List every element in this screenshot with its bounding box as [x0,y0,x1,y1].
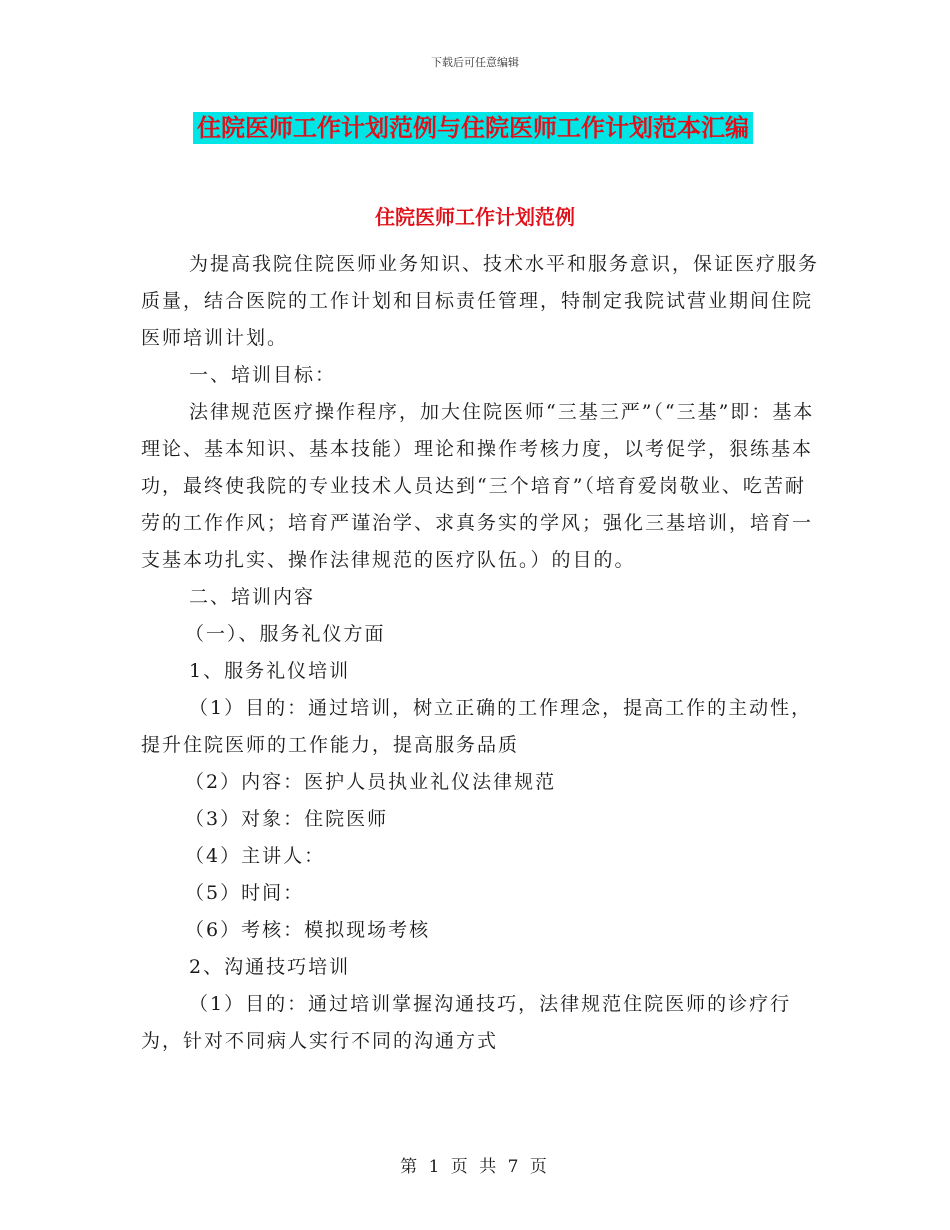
item-purpose: （1）目的：通过培训，树立正确的工作理念，提高工作的主动性，提升住院医师的工作能力，提高服务品质 [141,697,813,756]
item-etiquette-training: 1、服务礼仪培训 [189,660,351,682]
heading-training-goal: 一、培训目标： [189,364,337,386]
item-target: （3）对象：住院医师 [185,808,389,830]
item-time: （5）时间： [185,882,305,904]
heading-training-content: 二、培训内容 [189,586,316,608]
subheading-service-etiquette: （一）、服务礼仪方面 [185,623,386,645]
intro-paragraph: 为提高我院住院医师业务知识、技术水平和服务意识，保证医疗服务质量，结合医院的工作计划和目标责任管理，特制定我院试营业期间住院医师培训计划。 [141,253,820,349]
item-content: （2）内容：医护人员执业礼仪法律规范 [185,771,557,793]
document-body [141,246,821,1060]
item-assessment: （6）考核：模拟现场考核 [185,919,431,941]
section-title: 住院医师工作计划范例 [375,205,575,229]
page-footer: 第 1 页 共 7 页 [400,1157,550,1177]
item-speaker: （4）主讲人： [185,845,326,867]
item-communication-training: 2、沟通技巧培训 [189,956,351,978]
header-note: 下载后可任意编辑 [431,56,519,69]
item-communication-purpose: （1）目的：通过培训掌握沟通技巧，法律规范住院医师的诊疗行为，针对不同病人实行不同的沟通方式 [141,993,792,1052]
document-title: 住院医师工作计划范例与住院医师工作计划范本汇编 [193,112,753,144]
goal-paragraph: 法律规范医疗操作程序，加大住院医师“三基三严”（“三基”即：基本理论、基本知识、基本技能）理论和操作考核力度，以考促学，狠练基本功，最终使我院的专业技术人员达到“三个培育”（培育爱岗敬业、吃苦耐劳的工作作风；培育严谨治学、求真务实的学风；强化三基培训，培育一支基本功扎实、操作法律规范的医疗队伍。）的目的。 [141,401,815,571]
